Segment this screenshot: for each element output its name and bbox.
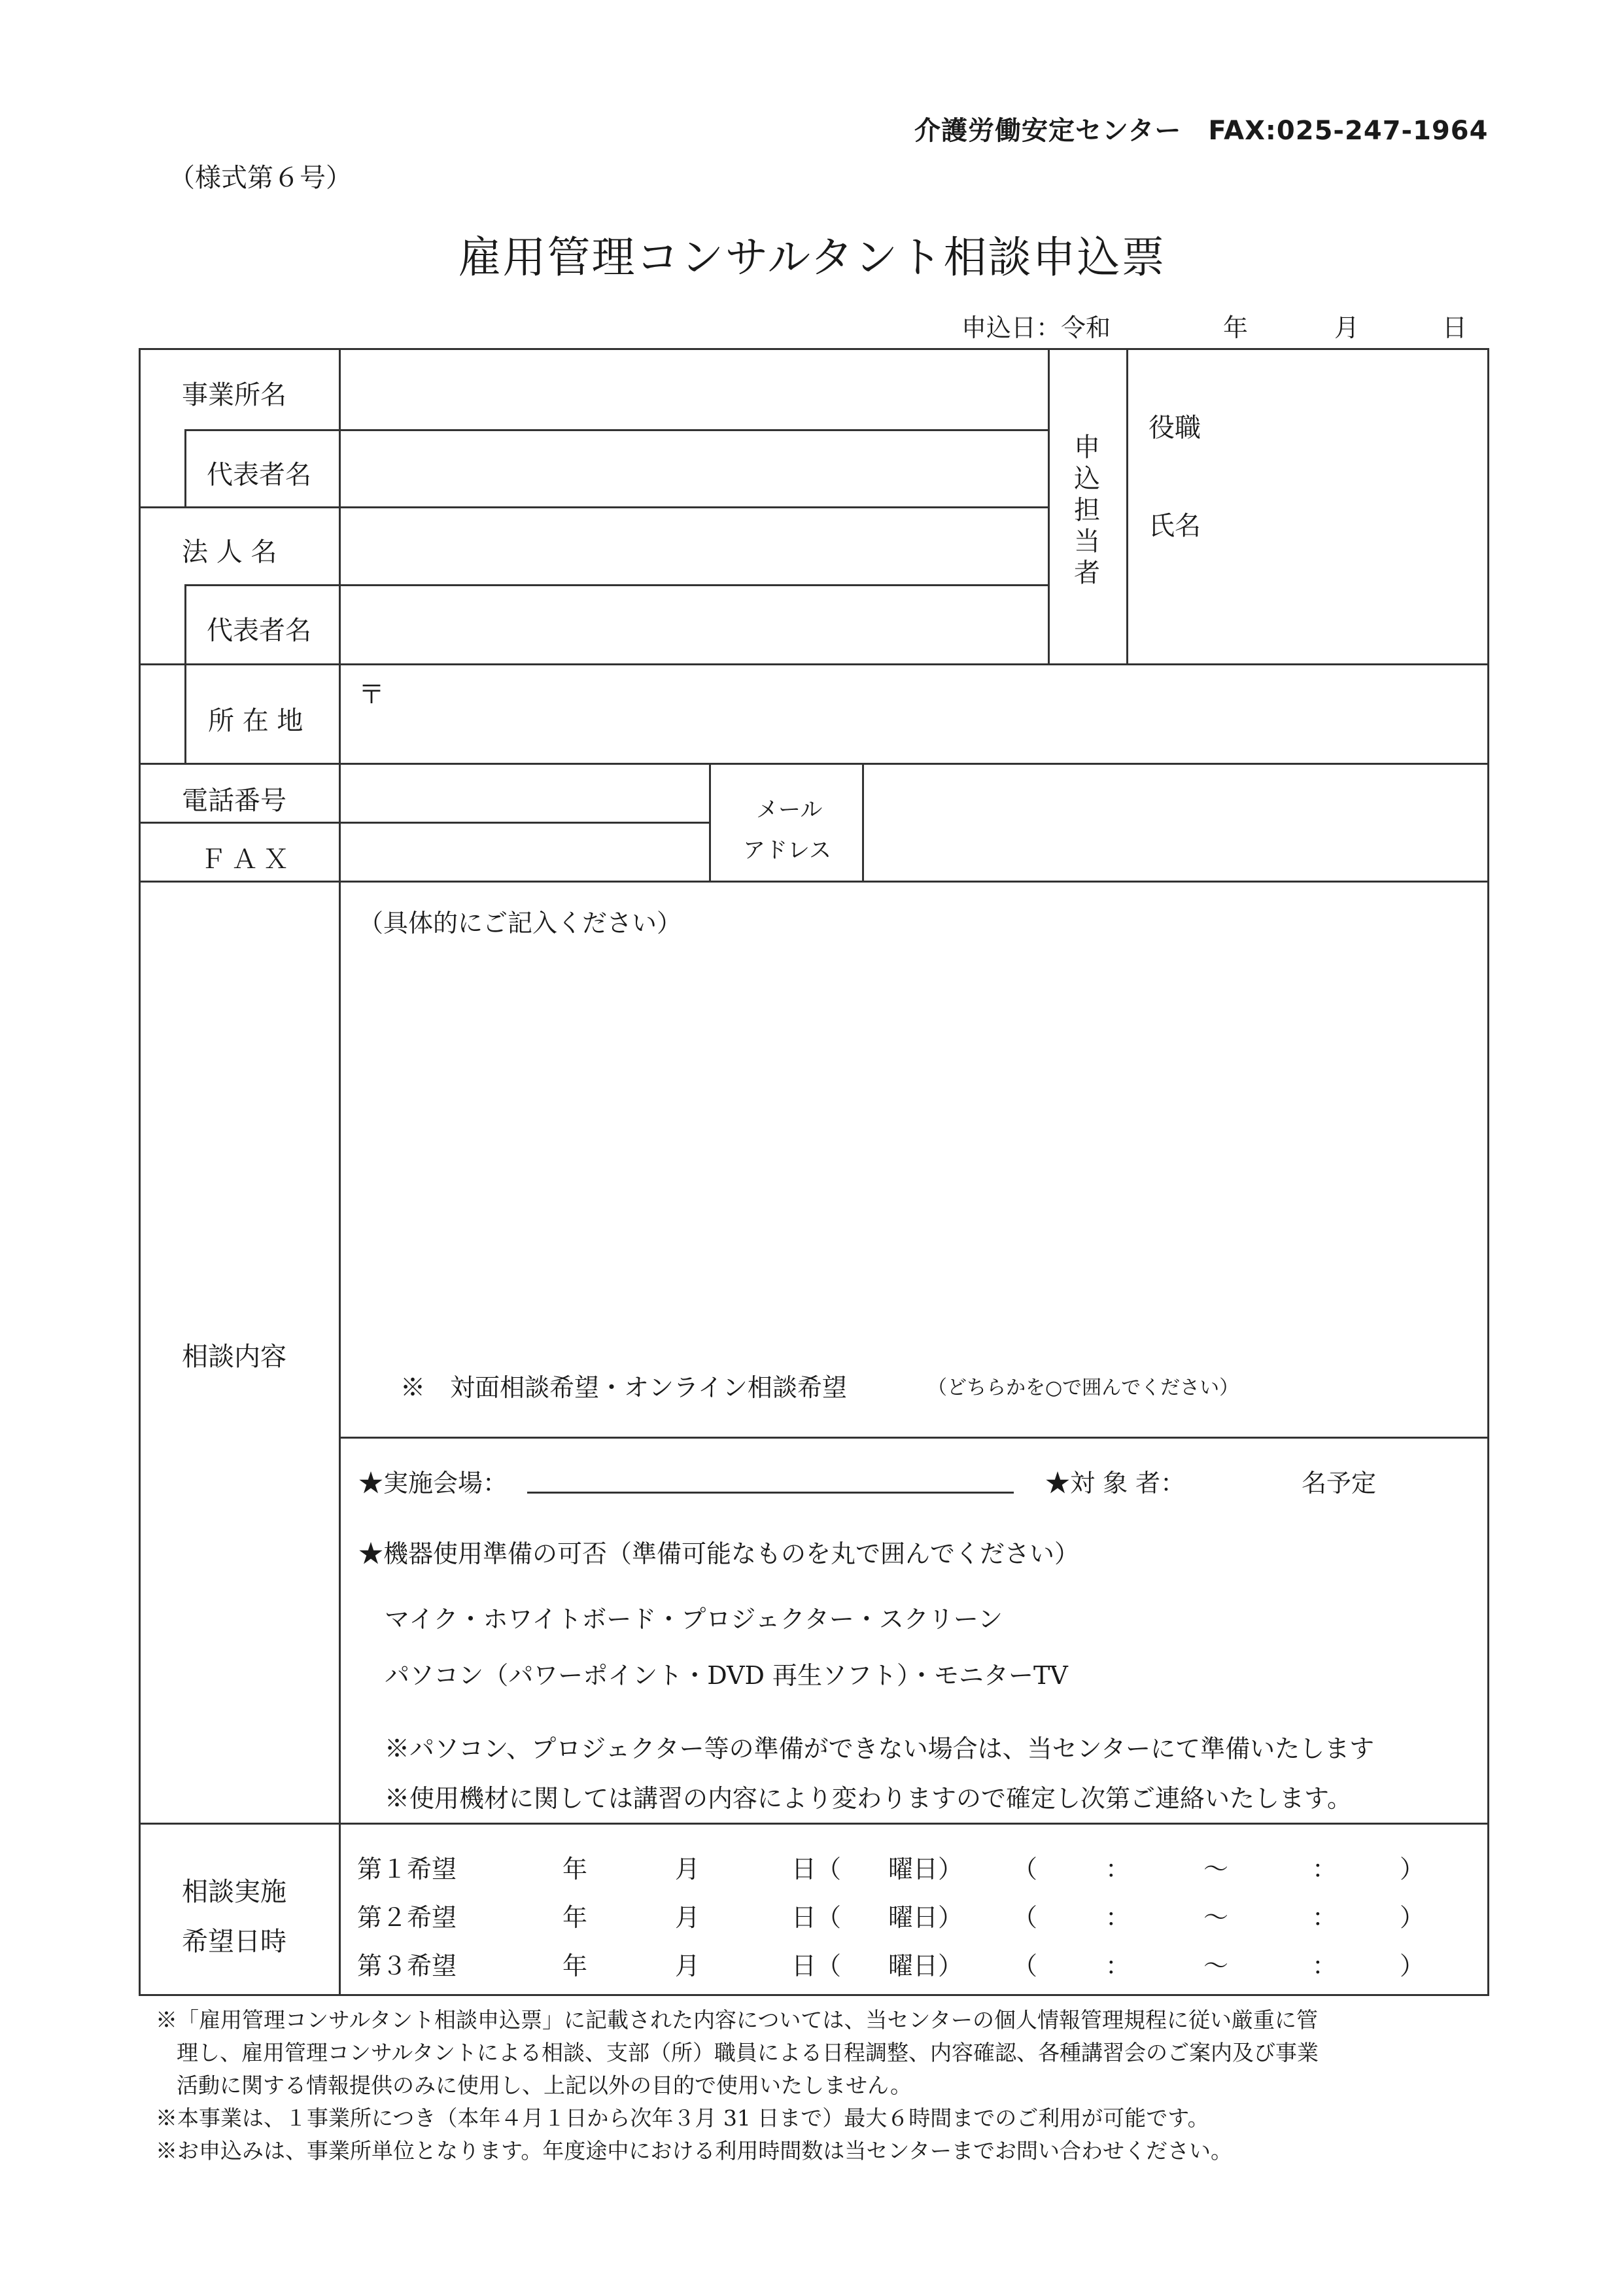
corporation-name-field[interactable] bbox=[341, 509, 1046, 583]
footer-note-line3: 活動に関する情報提供のみに使用し、上記以外の目的で使用いたしません。 bbox=[177, 2073, 912, 2098]
schedule-year: 年 bbox=[562, 1952, 588, 1980]
consult-mode-note: （どちらかを○で囲んでください） bbox=[927, 1376, 1239, 1399]
office-name-field[interactable] bbox=[341, 351, 1046, 428]
postal-mark: 〒 bbox=[358, 680, 385, 710]
schedule-tilde: ～ bbox=[1203, 1855, 1229, 1883]
fax-label: ＦＡＸ bbox=[200, 845, 294, 875]
address-field[interactable] bbox=[386, 666, 1486, 762]
office-name-label: 事業所名 bbox=[182, 380, 286, 410]
target-count-field[interactable] bbox=[1217, 1456, 1295, 1496]
target-label: ★対 象 者： bbox=[1045, 1469, 1186, 1498]
consult-content-field[interactable] bbox=[353, 942, 1478, 1348]
schedule-month: 月 bbox=[675, 1952, 700, 1980]
date-month-label: 月 bbox=[1334, 313, 1360, 342]
schedule-year: 年 bbox=[562, 1855, 588, 1883]
schedule-choice-label: 第２希望 bbox=[357, 1903, 457, 1932]
consult-content-label: 相談内容 bbox=[182, 1342, 286, 1372]
applicant-vertical-label: 申 込 担 当 者 bbox=[1074, 432, 1100, 588]
name-field[interactable] bbox=[1217, 491, 1478, 543]
consult-hint: （具体的にご記入ください） bbox=[358, 909, 682, 937]
schedule-colon: ： bbox=[1105, 1952, 1131, 1980]
address-label: 所 在 地 bbox=[208, 706, 303, 736]
schedule-colon: ： bbox=[1312, 1952, 1338, 1980]
footer-note-line4: ※本事業は、１事業所につき（本年４月１日から次年３月 31 日まで）最大６時間までのご利用が可能です。 bbox=[156, 2105, 1209, 2131]
schedule-weekday: 曜日） bbox=[888, 1855, 963, 1883]
schedule-month: 月 bbox=[675, 1855, 700, 1883]
equipment-title: ★機器使用準備の可否（準備可能なものを丸で囲んでください） bbox=[358, 1539, 1080, 1568]
representative-field-2[interactable] bbox=[341, 587, 1046, 662]
schedule-label-line1: 相談実施 bbox=[182, 1877, 286, 1907]
schedule-weekday: 曜日） bbox=[888, 1952, 963, 1980]
representative-field-1[interactable] bbox=[341, 432, 1046, 505]
schedule-day: 日（ bbox=[791, 1855, 842, 1883]
equipment-note-1: ※パソコン、プロジェクター等の準備ができない場合は、当センターにて準備いたします bbox=[385, 1734, 1375, 1763]
name-label: 氏名 bbox=[1149, 511, 1201, 541]
phone-field[interactable] bbox=[341, 765, 708, 820]
schedule-open: （ bbox=[1012, 1952, 1038, 1980]
position-label: 役職 bbox=[1149, 413, 1201, 443]
phone-label: 電話番号 bbox=[182, 786, 286, 816]
mail-label-line1: メール bbox=[756, 797, 823, 823]
footer-note-line5: ※お申込みは、事業所単位となります。年度途中における利用時間数は当センターまでお問い合わせください。 bbox=[156, 2138, 1233, 2164]
schedule-open: （ bbox=[1012, 1903, 1038, 1932]
schedule-close: ） bbox=[1400, 1903, 1425, 1932]
position-field[interactable] bbox=[1217, 393, 1478, 445]
schedule-close: ） bbox=[1400, 1855, 1425, 1883]
schedule-day: 日（ bbox=[791, 1903, 842, 1932]
email-field[interactable] bbox=[865, 765, 1486, 879]
schedule-choice-label: 第１希望 bbox=[357, 1855, 457, 1883]
schedule-choice-label: 第３希望 bbox=[357, 1952, 457, 1980]
schedule-close: ） bbox=[1400, 1952, 1425, 1980]
schedule-year: 年 bbox=[562, 1903, 588, 1932]
equipment-options-2[interactable]: パソコン（パワーポイント・DVD 再生ソフト）・モニターTV bbox=[385, 1661, 1068, 1690]
date-year-label: 年 bbox=[1223, 313, 1249, 342]
form-number: （様式第６号） bbox=[169, 163, 352, 193]
schedule-colon: ： bbox=[1105, 1855, 1131, 1883]
consult-mode-options[interactable]: ※ 対面相談希望・オンライン相談希望 bbox=[400, 1373, 847, 1402]
mail-label-line2: アドレス bbox=[743, 837, 831, 864]
venue-field[interactable] bbox=[527, 1464, 1014, 1494]
representative-label-1: 代表者名 bbox=[207, 460, 311, 490]
schedule-day: 日（ bbox=[791, 1952, 842, 1980]
schedule-open: （ bbox=[1012, 1855, 1038, 1883]
equipment-note-2: ※使用機材に関しては講習の内容により変わりますので確定し次第ご連絡いたします。 bbox=[385, 1784, 1352, 1813]
page-title: 雇用管理コンサルタント相談申込票 bbox=[458, 232, 1166, 283]
venue-label: ★実施会場： bbox=[358, 1469, 508, 1498]
schedule-tilde: ～ bbox=[1203, 1903, 1229, 1932]
schedule-label-line2: 希望日時 bbox=[182, 1927, 286, 1957]
representative-label-2: 代表者名 bbox=[207, 616, 311, 646]
corporation-name-label: 法 人 名 bbox=[182, 537, 277, 567]
fax-field[interactable] bbox=[341, 824, 708, 879]
date-day-label: 日 bbox=[1442, 313, 1468, 342]
schedule-colon: ： bbox=[1105, 1903, 1131, 1932]
schedule-colon: ： bbox=[1312, 1855, 1338, 1883]
schedule-weekday: 曜日） bbox=[888, 1903, 963, 1932]
footer-note-line1: ※「雇用管理コンサルタント相談申込票」に記載された内容については、当センターの個人情報管理規程に従い厳重に管 bbox=[156, 2007, 1319, 2033]
schedule-colon: ： bbox=[1312, 1903, 1338, 1932]
footer-note-line2: 理し、雇用管理コンサルタントによる相談、支部（所）職員による日程調整、内容確認、各種講習会のご案内及び事業 bbox=[177, 2040, 1319, 2065]
target-suffix: 名予定 bbox=[1302, 1469, 1377, 1498]
schedule-month: 月 bbox=[675, 1903, 700, 1932]
schedule-tilde: ～ bbox=[1203, 1952, 1229, 1980]
center-fax-header: 介護労働安定センター FAX:025-247-1964 bbox=[914, 116, 1489, 146]
date-label: 申込日：令和 bbox=[961, 313, 1111, 342]
equipment-options-1[interactable]: マイク・ホワイトボード・プロジェクター・スクリーン bbox=[385, 1605, 1003, 1634]
